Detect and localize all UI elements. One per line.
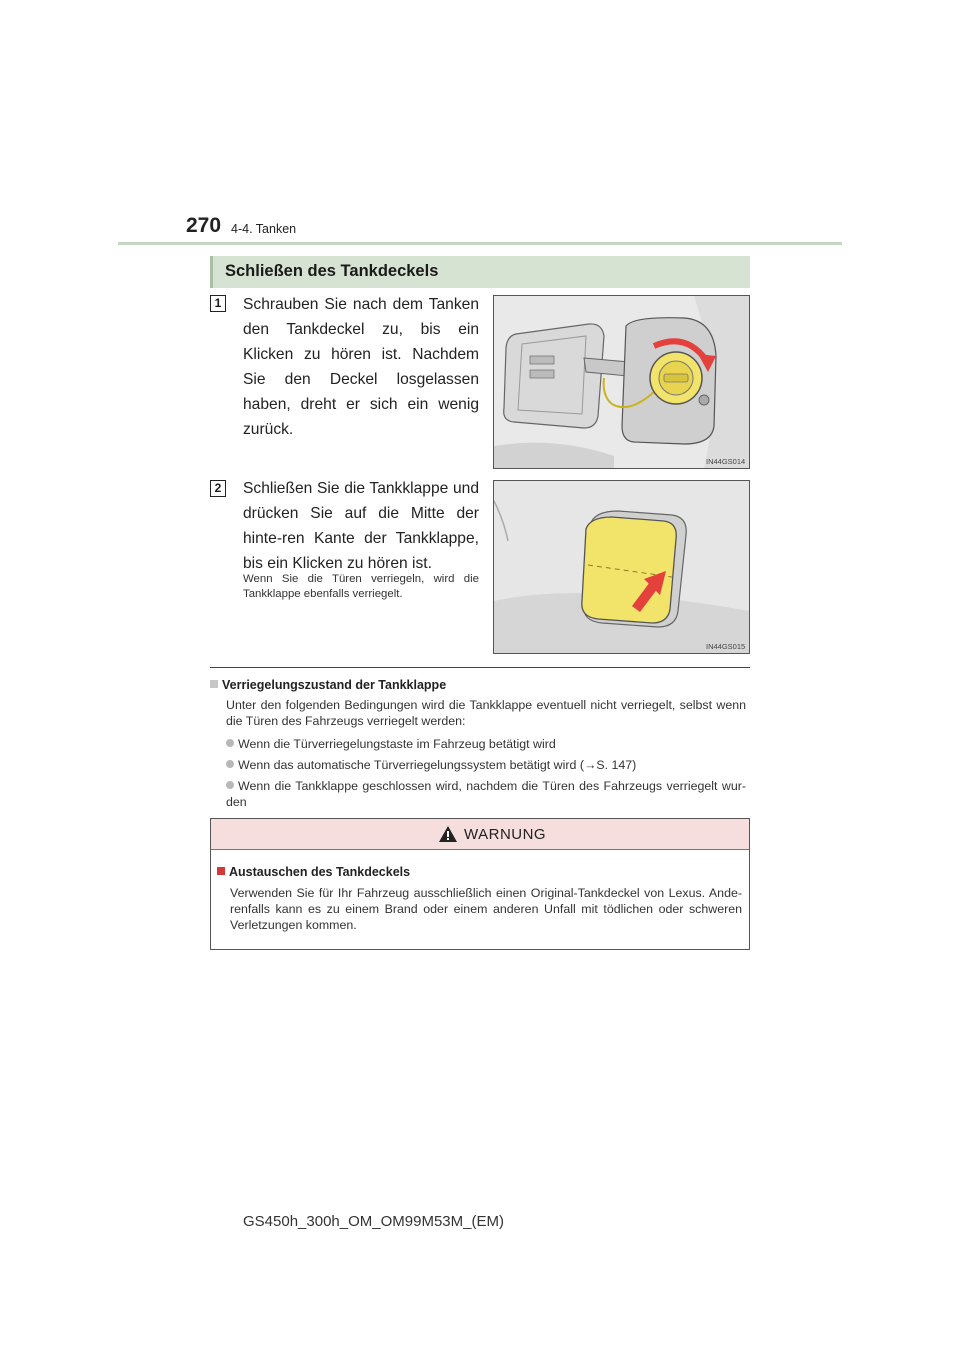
warning-header [211, 819, 749, 850]
lock-state-bullet-3: Wenn die Tankklappe geschlossen wird, nachdem die Türen des Fahrzeugs verriegelt wur-den [226, 779, 746, 809]
square-bullet-icon [210, 680, 218, 688]
lock-state-intro: Unter den folgenden Bedingungen wird die Tankklappe eventuell nicht verriegelt, selbst wenn die Türen des Fahrzeugs verriegelt werden: [226, 698, 746, 728]
section-divider [210, 667, 750, 668]
section-banner [210, 256, 750, 288]
section-title: 4-4. Tanken [231, 222, 297, 236]
warning-triangle-icon [439, 826, 457, 842]
fuel-cap-illustration [493, 295, 750, 469]
image-code-1: IN44GS014 [706, 457, 746, 466]
document-code: GS450h_300h_OM_OM99M53M_(EM) [243, 1213, 504, 1230]
square-bullet-icon [217, 867, 225, 875]
warning-box [210, 818, 750, 950]
page-number: 270 [186, 214, 222, 237]
warning-text: Verwenden Sie für Ihr Fahrzeug ausschließlich einen Original-Tankdeckel von Lexus. Ande-renfalls kann es zu einem Brand oder einem anderen Unfall mit tödlichen oder schweren Verletzungen kommen. [230, 886, 742, 932]
banner-title: Schließen des Tankdeckels [225, 262, 439, 280]
step-number-1: 1 [210, 295, 226, 312]
warning-subtitle: Austauschen des Tankdeckels [217, 865, 410, 879]
step-2-text: Schließen Sie die Tankklappe und drücken Sie auf die Mitte der hinte-ren Kante der Tankklappe, bis ein Klicken zu hören ist. [243, 480, 479, 572]
step-number-2: 2 [210, 480, 226, 497]
lock-state-title: Verriegelungszustand der Tankklappe [210, 678, 446, 692]
warning-title: WARNUNG [464, 826, 547, 843]
step-2-note: Wenn Sie die Türen verriegeln, wird die Tankklappe ebenfalls verriegelt. [243, 573, 479, 600]
image-code-2: IN44GS015 [706, 642, 746, 651]
fuel-flap-illustration [493, 480, 750, 654]
round-bullet-icon [226, 760, 234, 768]
lock-state-bullet-1: Wenn die Türverriegelungstaste im Fahrzeug betätigt wird [226, 736, 750, 752]
round-bullet-icon [226, 739, 234, 747]
step-1-text: Schrauben Sie nach dem Tanken den Tankdeckel zu, bis ein Klicken zu hören ist. Nachdem Sie den Deckel losgelassen haben, dreht er sich ein wenig zurück. [243, 296, 479, 438]
round-bullet-icon [226, 781, 234, 789]
lock-state-bullet-2: Wenn das automatische Türverriegelungssystem betätigt wird (→S. 147) [226, 757, 750, 773]
header-rule [118, 242, 842, 245]
